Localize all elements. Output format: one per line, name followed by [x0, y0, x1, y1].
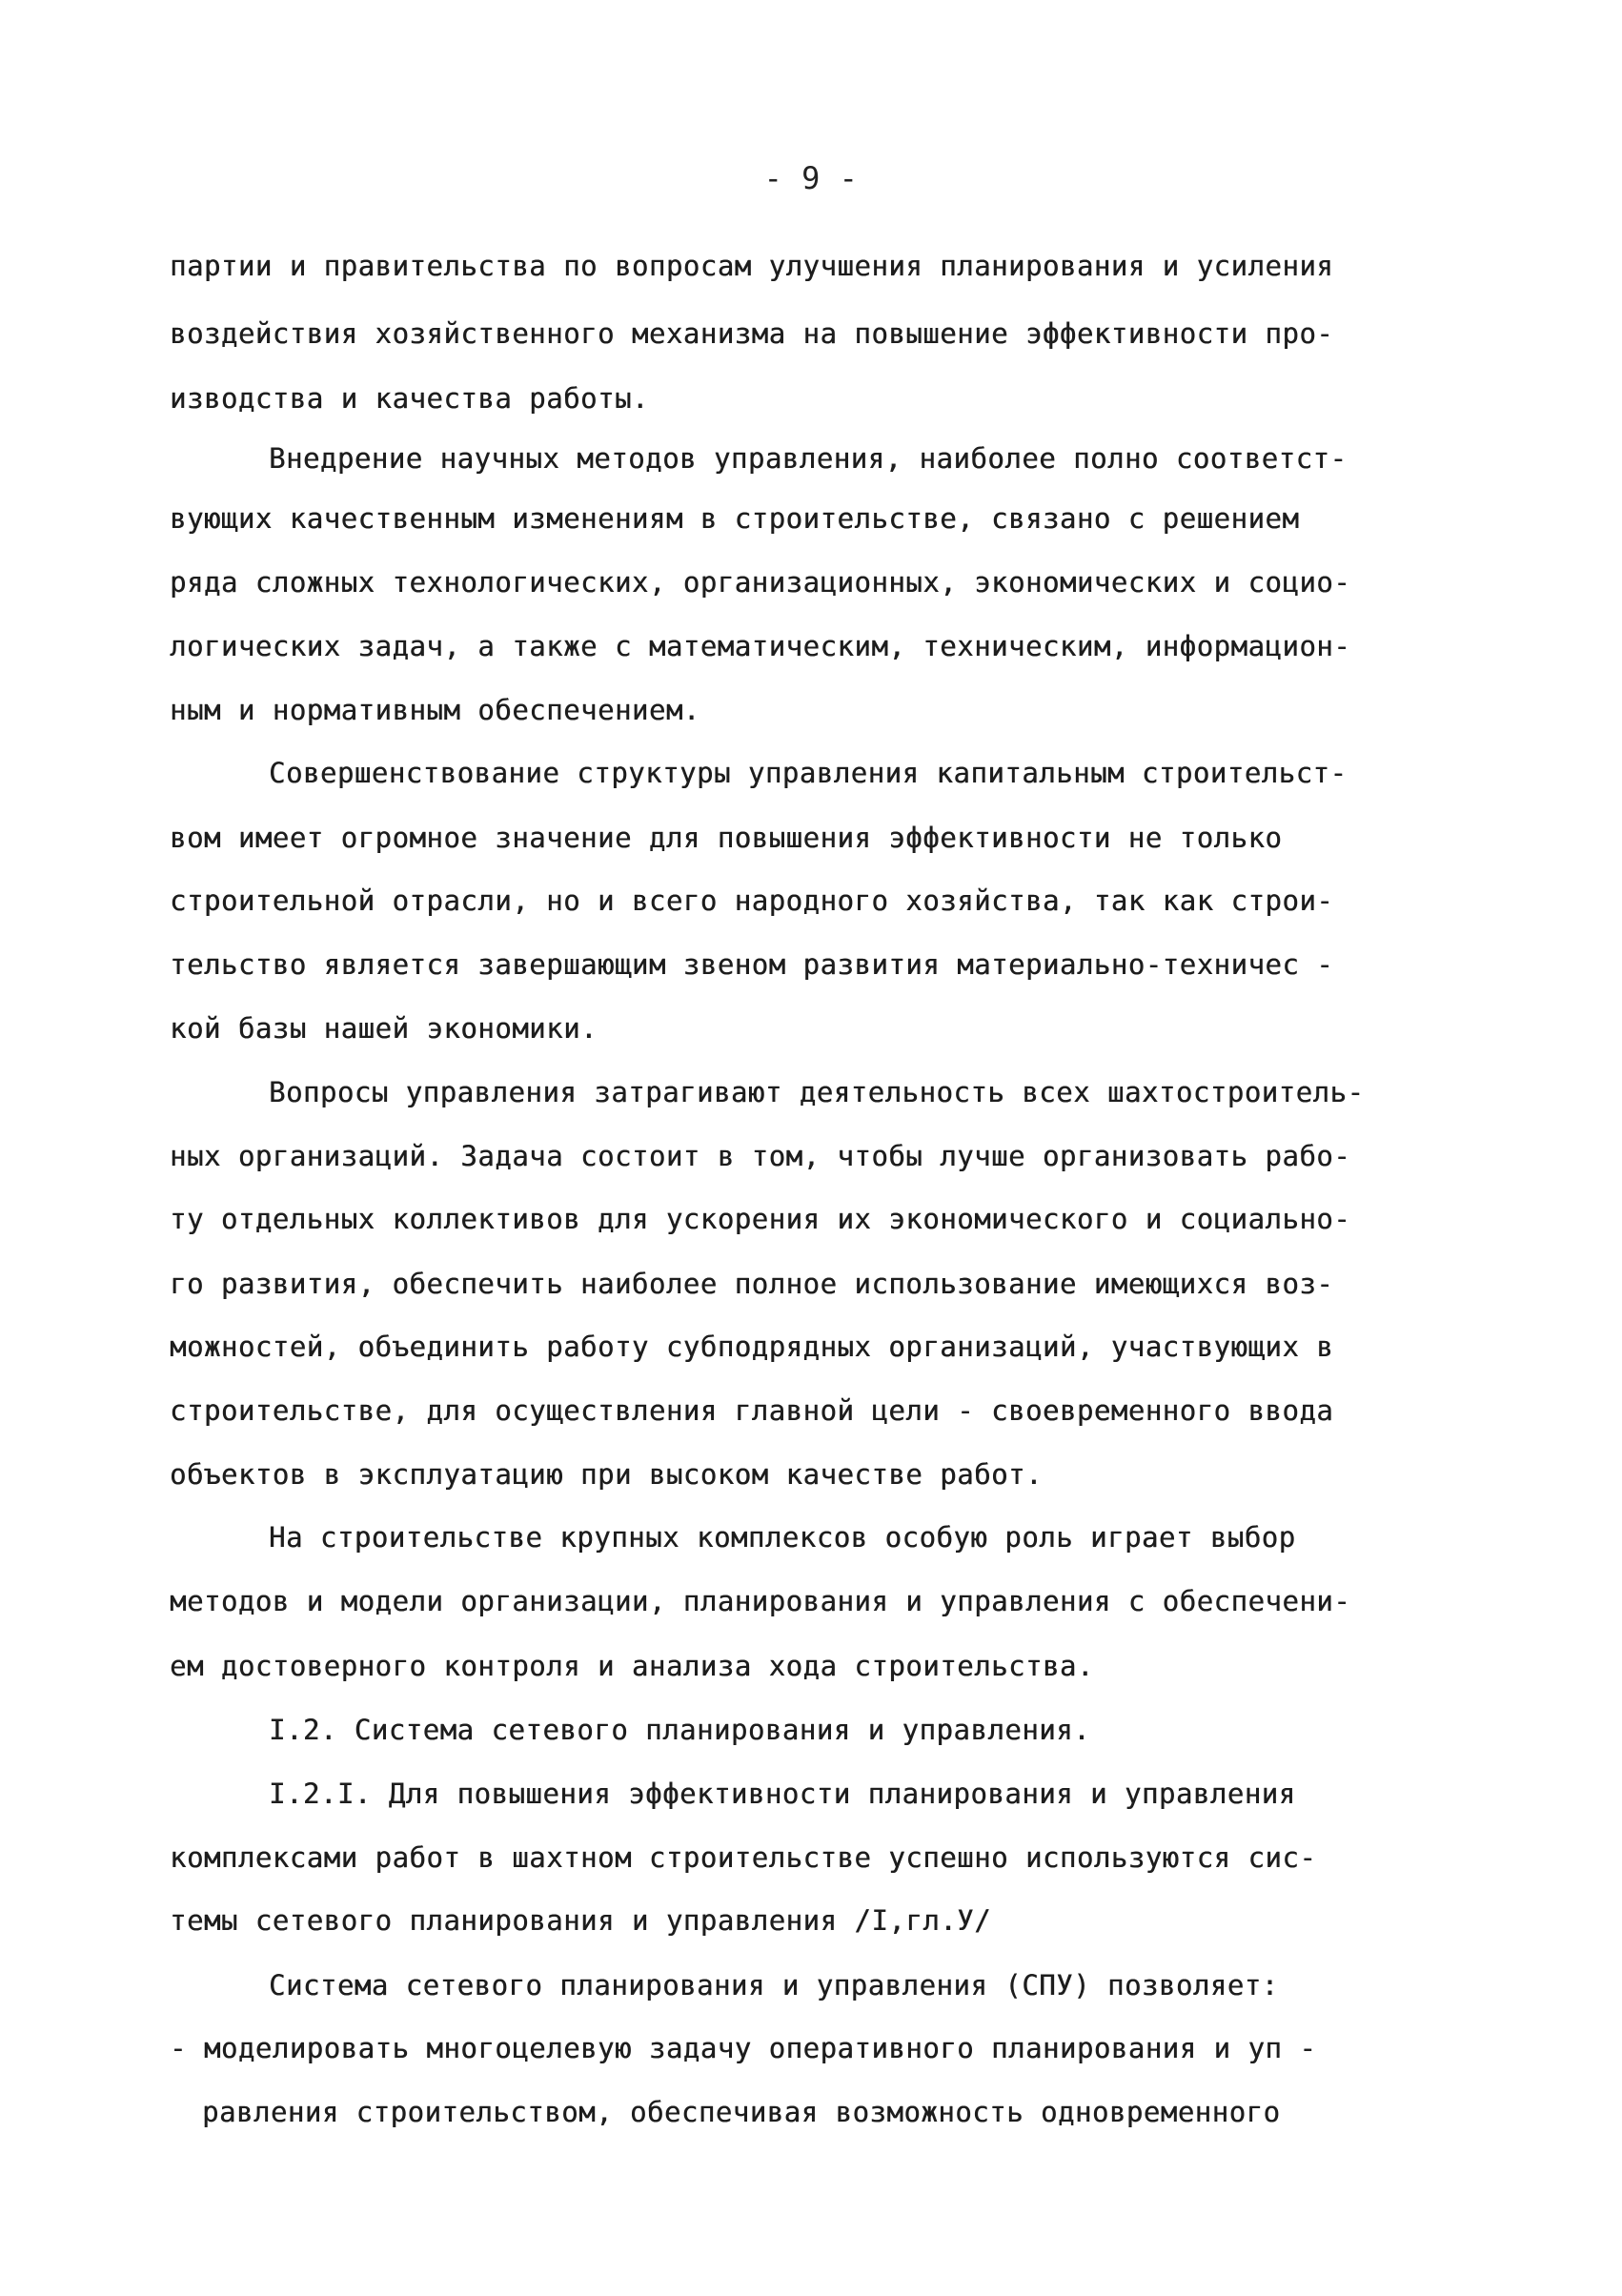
- text-line: можностей, объединить работу субподрядных организаций, участвующих в: [170, 1331, 1334, 1363]
- text-line: методов и модели организации, планирования и управления с обеспечени-: [170, 1585, 1351, 1617]
- text-line: комплексами работ в шахтном строительстве успешно используются сис-: [170, 1841, 1317, 1874]
- text-line: тельство является завершающим звеном развития материально-техничес -: [170, 948, 1334, 981]
- text-line: воздействия хозяйственного механизма на повышение эффективности про-: [170, 317, 1334, 350]
- page-number: - 9 -: [763, 160, 859, 196]
- text-line: ным и нормативным обеспечением.: [170, 694, 700, 726]
- text-line: изводства и качества работы.: [170, 382, 649, 415]
- list-item: - моделировать многоцелевую задачу оперативного планирования и уп -: [170, 2032, 1317, 2064]
- section-heading: I.2. Система сетевого планирования и управления.: [269, 1714, 1091, 1746]
- text-line: На строительстве крупных комплексов особую роль играет выбор: [269, 1521, 1296, 1554]
- text-line: вующих качественным изменениям в строительстве, связано с решением: [170, 502, 1300, 535]
- text-line: строительстве, для осуществления главной цели - своевременного ввода: [170, 1394, 1334, 1427]
- text-line: Совершенствование структуры управления капитальным строительст-: [269, 757, 1348, 789]
- text-line: Вопросы управления затрагивают деятельность всех шахтостроитель-: [269, 1076, 1365, 1108]
- text-line: кой базы нашей экономики.: [170, 1012, 598, 1045]
- text-line: ных организаций. Задача состоит в том, чтобы лучше организовать рабо-: [170, 1140, 1351, 1172]
- text-line: ряда сложных технологических, организационных, экономических и социо-: [170, 566, 1351, 599]
- text-line: партии и правительства по вопросам улучшения планирования и усиления: [170, 250, 1334, 282]
- text-line: го развития, обеспечить наиболее полное использование имеющихся воз-: [170, 1268, 1334, 1300]
- text-line: строительной отрасли, но и всего народного хозяйства, так как строи-: [170, 884, 1334, 917]
- text-line: равления строительством, обеспечивая возможность одновременного: [202, 2096, 1281, 2128]
- text-line: объектов в эксплуатацию при высоком качестве работ.: [170, 1458, 1043, 1491]
- text-line: темы сетевого планирования и управления /I,гл.У/: [170, 1904, 992, 1937]
- text-line: Система сетевого планирования и управления (СПУ) позволяет:: [269, 1969, 1279, 2001]
- text-line: ем достоверного контроля и анализа хода строительства.: [170, 1650, 1094, 1682]
- text-line: ту отдельных коллективов для ускорения их экономического и социально-: [170, 1203, 1351, 1235]
- text-line: I.2.I. Для повышения эффективности планирования и управления: [269, 1778, 1296, 1810]
- text-line: вом имеет огромное значение для повышения эффективности не только: [170, 822, 1283, 854]
- text-line: Внедрение научных методов управления, наиболее полно соответст-: [269, 442, 1348, 475]
- text-line: логических задач, а также с математическим, техническим, информацион-: [170, 630, 1351, 662]
